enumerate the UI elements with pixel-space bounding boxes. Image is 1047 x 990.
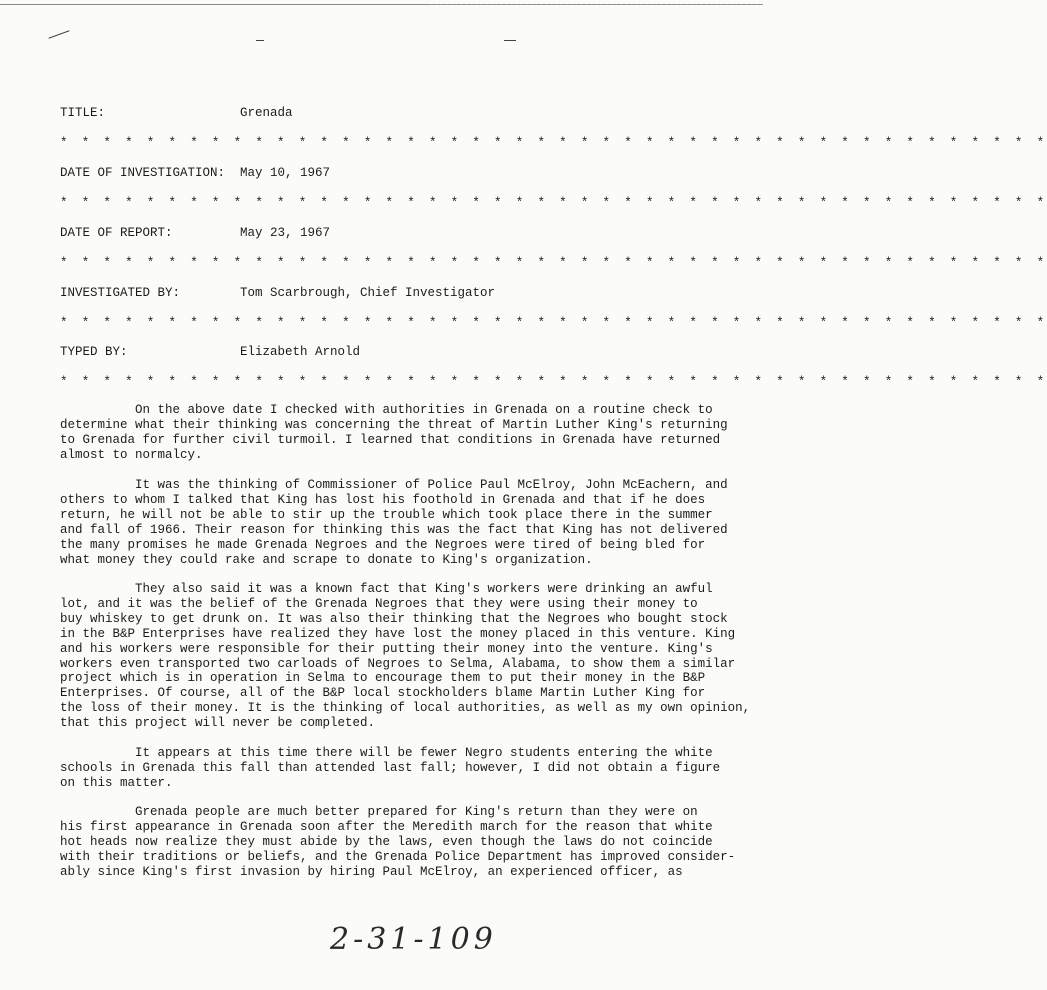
paragraph: It was the thinking of Commissioner of Police Paul McElroy, John McEachern, and others to whom I talked that King has lost his foothold in Grenada and that if he does return, he will not be able to stir up the trouble which took place there in the summer and fall of 1966. Their reason for thinking this was the fact that King has not delivered the many promises he made Grenada Negroes and the Negroes were tired of being bled for what money they could rake and scrape to donate to King's organization.: [60, 478, 728, 567]
handwritten-file-number: 2-31-109: [330, 922, 497, 957]
investigated-by-field: [60, 286, 495, 300]
investigation-date-value: May 10, 1967: [240, 166, 331, 180]
report-date-label: DATE OF REPORT:: [60, 226, 173, 240]
separator: * * * * * * * * * * * * * * * * * * * * * * * * * * * * * * * * * * * * * * * * * * * * * *: [60, 316, 1047, 330]
separator: * * * * * * * * * * * * * * * * * * * * * * * * * * * * * * * * * * * * * * * * * * * * * *: [60, 136, 1047, 150]
paragraph: Grenada people are much better prepared for King's return than they were on his first appearance in Grenada soon after the Meredith march for the reason that white hot heads now realize they must abide by the laws, even though the laws do not coincide with their traditions or beliefs, and the Grenada Police Department has improved consider- ably since King's first invasion by hiring Paul McElroy, an experienced officer, as: [60, 805, 736, 879]
paragraph: They also said it was a known fact that King's workers were drinking an awful lot, and it was the belief of the Grenada Negroes that they were using their money to buy whiskey to get drunk on. It was also their thinking that the Negroes who bought stock in the B&P Enterprises have realized they have lost the money placed in this venture. King and his workers were responsible for their putting their money into the venture. King's workers even transported two carloads of Negroes to Selma, Alabama, to show them a similar project which is in operation in Selma to encourage them to put their money in the B&P Enterprises. Of course, all of the B&P local stockholders blame Martin Luther King for the loss of their money. It is the thinking of local authorities, as well as my own opinion, that this project will never be completed.: [60, 582, 751, 731]
investigation-date-label: DATE OF INVESTIGATION:: [60, 166, 226, 180]
separator: * * * * * * * * * * * * * * * * * * * * * * * * * * * * * * * * * * * * * * * * * * * * * *: [60, 196, 1047, 210]
typed-by-value: Elizabeth Arnold: [240, 345, 361, 359]
title-label: TITLE:: [60, 106, 106, 120]
separator: * * * * * * * * * * * * * * * * * * * * * * * * * * * * * * * * * * * * * * * * * * * * * *: [60, 375, 1047, 389]
typed-by-field: [60, 345, 360, 359]
scan-mark: [504, 40, 516, 41]
paragraph: On the above date I checked with authorities in Grenada on a routine check to determine what their thinking was concerning the threat of Martin Luther King's returning to Grenada for further civil turmoil. I learned that conditions in Grenada have returned almost to normalcy.: [60, 403, 728, 462]
report-date-field: [60, 226, 330, 240]
report-date-value: May 23, 1967: [240, 226, 331, 240]
paragraph: It appears at this time there will be fewer Negro students entering the white schools in Grenada this fall than attended last fall; however, I did not obtain a figure on this matter.: [60, 746, 721, 790]
title-field: [60, 106, 293, 120]
investigated-by-value: Tom Scarbrough, Chief Investigator: [240, 286, 496, 300]
investigation-date-field: [60, 166, 330, 180]
scan-mark: [256, 40, 264, 41]
investigated-by-label: INVESTIGATED BY:: [60, 286, 181, 300]
typed-by-label: TYPED BY:: [60, 345, 128, 359]
title-value: Grenada: [240, 106, 293, 120]
scan-mark: [48, 30, 69, 38]
top-dashed-edge: [430, 0, 763, 5]
separator: * * * * * * * * * * * * * * * * * * * * * * * * * * * * * * * * * * * * * * * * * * * * * *: [60, 256, 1047, 270]
